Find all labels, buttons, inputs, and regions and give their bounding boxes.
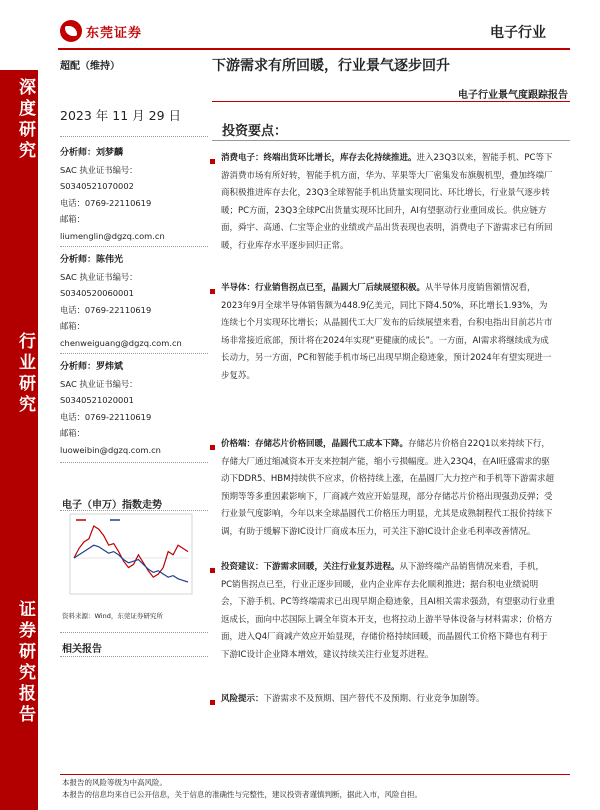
analyst-email-label: 邮箱： <box>60 428 85 438</box>
point-head: 投资建议：下游需求回暖，关注行业复苏进程。 <box>221 562 400 572</box>
analyst-card <box>60 145 205 244</box>
analyst-name: 分析师：罗炜斌 <box>60 362 124 372</box>
point-investment-advice <box>221 559 555 664</box>
index-trend-chart <box>60 508 200 608</box>
point-head: 半导体：行业销售拐点已至，晶圆大厂后续展望积极。 <box>221 283 426 293</box>
point-body: 存储芯片价格自22Q1以来持续下行，存储大厂通过缩减资本开支来控制产能，缩小亏损幅度。进入23Q4，在AI旺盛需求的驱动下DDR5、HBM持续供不应求，价格持续上涨，在晶圆厂大力控产和手机等下游需求超预期等等多重因素影响下，厂商减产效应开始显现，部分存储芯片价格出现强劲反弹；受行业景气度影响，今年以来全球晶圆代工价格压力明显，尤其是成熟制程代工报价持续下调，有助于缓解下游IC设计厂商成本压力，可关注下游IC设计企业毛利率改善情况。 <box>221 439 554 537</box>
side-label-industry-research: 行业研究 <box>15 332 35 416</box>
side-label-deep-research: 深度研究 <box>15 78 35 162</box>
analyst-license-label: SAC 执业证书编号： <box>60 378 138 389</box>
analyst-phone: 电话：0769-22110619 <box>60 411 152 422</box>
analyst-divider <box>60 246 208 247</box>
bullet-icon <box>210 445 215 450</box>
analyst-name: 分析师：陈伟光 <box>60 255 124 265</box>
bullet-icon <box>210 700 215 705</box>
point-body: 从半导体月度销售额情况看，2023年9月全球半导体销售额为448.9亿美元，同比下降4.50%，环比增长1.93%，为连续七个月实现环比增长；从晶圆代工大厂发布的后续展望来看，台积电指出目前芯片市场非常接近底部，预计将在2024年实现“更健康的成长”。一方面，AI需求将继续成为成长动力，另一方面，PC和智能手机市场已出现早期企稳迹象，预计2024年有望实现进一步复苏。 <box>221 283 553 381</box>
series-line-1 <box>74 526 188 577</box>
bullet-icon <box>210 568 215 573</box>
analyst-phone: 电话：0769-22110619 <box>60 197 152 208</box>
footer-risk-level: 本报告的风险等级为中高风险。 <box>62 778 167 787</box>
brand-name: 东莞证券 <box>86 26 143 41</box>
analyst-email[interactable]: liumenglin@dgzq.com.cn <box>60 230 165 241</box>
chart-title: 电子（申万）指数走势 <box>62 500 162 511</box>
analyst-email[interactable]: chenweiguang@dgzq.com.cn <box>60 337 182 348</box>
chart-source: 资料来源：Wind，东莞证券研究所 <box>62 612 163 620</box>
point-consumer-electronics <box>221 150 555 255</box>
footer-disclaimer: 本报告的信息均来自已公开信息，关于信息的准确性与完整性，建议投资者谨慎判断，据此入市，风险自担。 <box>62 790 422 799</box>
point-head: 消费电子：终端出货环比增长，库存去化持续推进。 <box>221 153 417 163</box>
brand-logo-icon <box>60 20 82 42</box>
report-title: 下游需求有所回暖，行业景气逐步回升 <box>212 58 450 74</box>
related-reports-heading: 相关报告 <box>62 644 102 655</box>
analyst-license-label: SAC 执业证书编号： <box>60 164 138 175</box>
side-label-securities-report: 证券研究报告 <box>15 600 35 726</box>
analyst-email[interactable]: luoweibin@dgzq.com.cn <box>60 444 161 455</box>
report-date: 2023 年 11 月 29 日 <box>60 108 181 123</box>
point-body: 进入23Q3以来，智能手机、PC等下游消费市场有所好转，智能手机方面，华为、苹果等大厂密集发布旗舰机型，叠加终端厂商积极推进库存去化，23Q3全球智能手机出货量实现同比、环比增长，行业景气逐步转暖；PC方面，23Q3全球PC出货量实现环比回升，AI有望驱动行业重回成长。供应链方面，舜宇、高通、仁宝等企业的业绩或产品出货表现也表明，消费电子下游需求已有所回暖，行业库存水平逐步回归正常。 <box>221 153 553 251</box>
point-pricing <box>221 436 555 541</box>
header-divider <box>58 48 570 50</box>
analyst-card <box>60 359 205 458</box>
point-head: 风险提示： <box>221 694 264 704</box>
key-points-divider <box>212 140 570 141</box>
analyst-license-label: SAC 执业证书编号： <box>60 271 138 282</box>
analyst-divider <box>60 136 208 137</box>
chart-divider <box>60 632 208 633</box>
point-body: 从下游终端产品销售情况来看，手机，PC销售拐点已至，行业正逐步回暖，业内企业库存去化顺利推进；据台积电业绩说明会，下游手机、PC等终端需求已出现早期企稳迹象，且AI相关需求强劲，有望驱动行业重返成长，面向中芯国际上调全年资本开支，也将拉动上游半导体设备与材料需求；价格方面，进入Q4厂商减产效应开始显现，存储价格持续回暖，而晶圆代工价格下降也有利于下游IC设计企业降本增效，建议持续关注行业复苏进程。 <box>221 562 555 660</box>
point-head: 价格端：存储芯片价格回暖，晶圆代工成本下降。 <box>221 439 409 449</box>
analyst-card <box>60 252 205 351</box>
analyst-license: S0340521070002 <box>60 181 134 191</box>
point-risk <box>221 691 555 709</box>
subtitle-divider <box>212 101 570 102</box>
bullet-icon <box>210 289 215 294</box>
point-body: 下游需求不及预期、国产替代不及预期、行业竞争加剧等。 <box>263 694 485 704</box>
analyst-email-label: 邮箱： <box>60 321 85 331</box>
industry-label: 电子行业 <box>490 25 546 41</box>
report-subtitle: 电子行业景气度跟踪报告 <box>458 90 568 101</box>
series-line-2 <box>74 545 188 582</box>
rating: 超配（维持） <box>60 61 120 72</box>
analyst-license: S0340521020001 <box>60 395 134 405</box>
analyst-license: S0340520060001 <box>60 288 134 298</box>
analyst-name: 分析师：刘梦麟 <box>60 148 124 158</box>
related-divider <box>60 656 208 657</box>
analyst-phone: 电话：0769-22110619 <box>60 304 152 315</box>
footer-divider <box>60 774 570 775</box>
analyst-email-label: 邮箱： <box>60 214 85 224</box>
key-points-title: 投资要点： <box>222 124 288 139</box>
bullet-icon <box>210 159 215 164</box>
analyst-divider <box>60 353 208 354</box>
analyst-divider <box>60 462 208 463</box>
point-semiconductor <box>221 280 555 385</box>
